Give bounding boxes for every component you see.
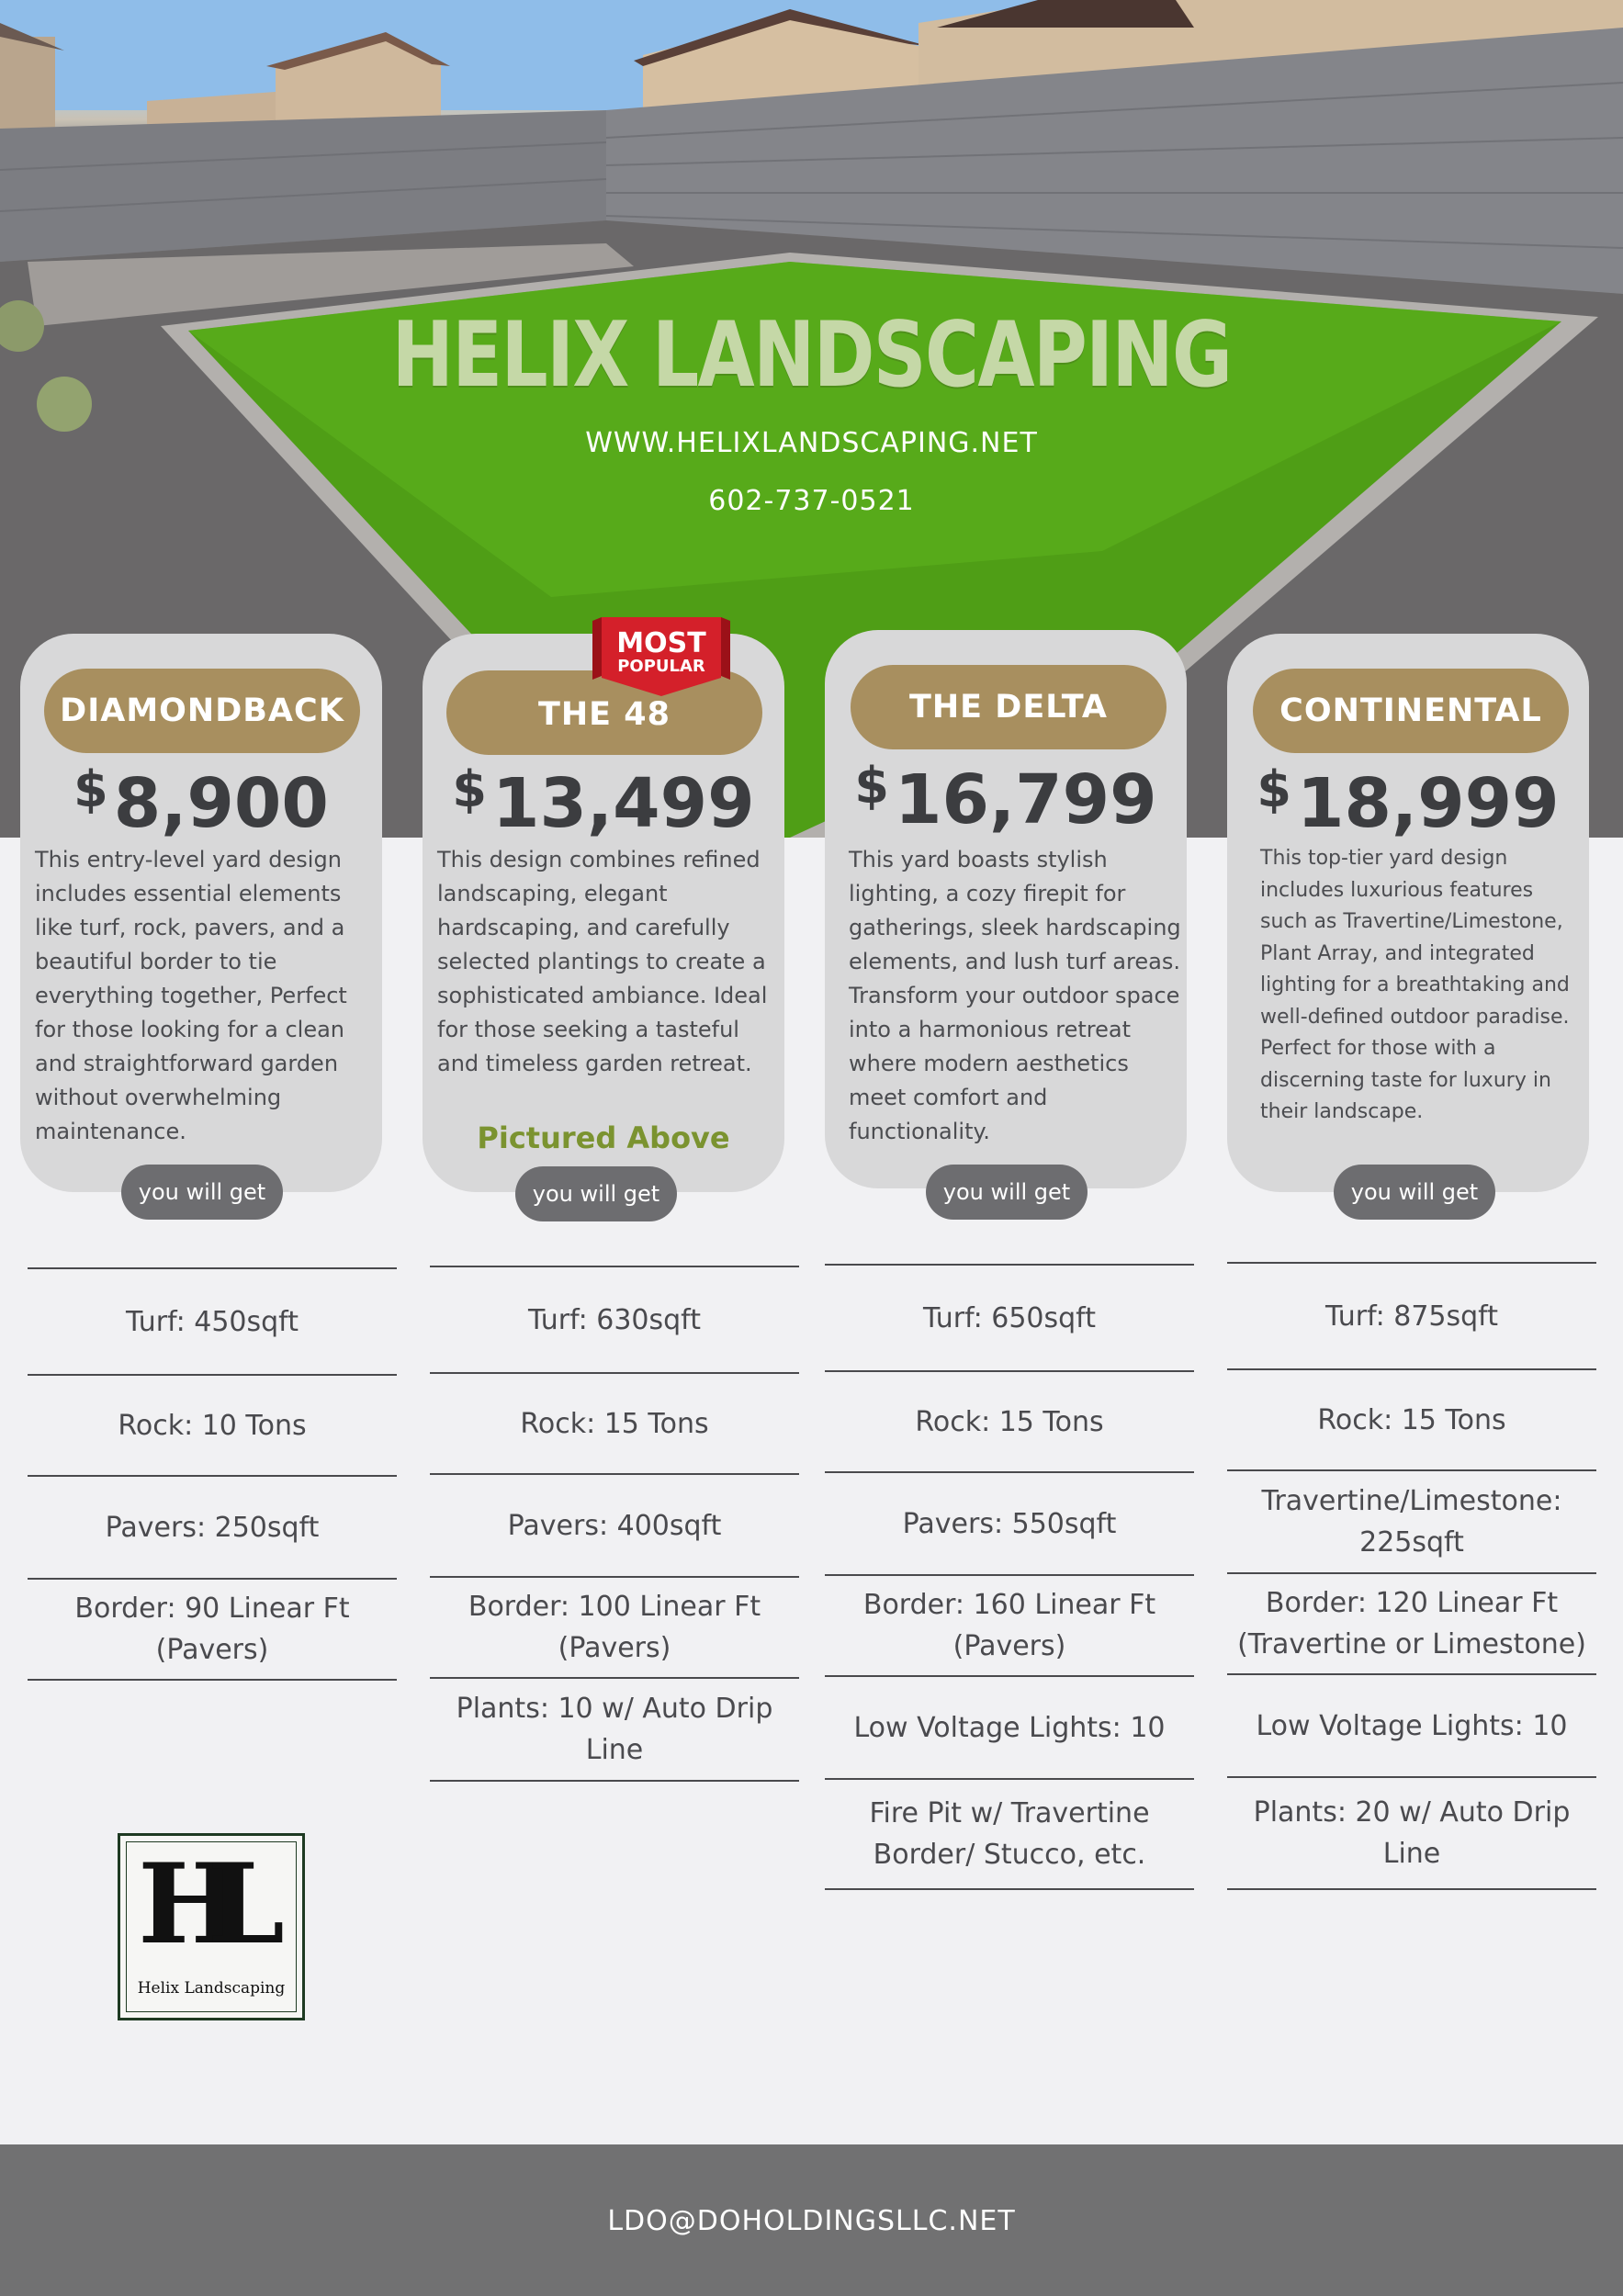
price-value: 8,900 [113, 764, 329, 843]
feature-item: Border: 90 Linear Ft (Pavers) [28, 1578, 397, 1681]
phone-number[interactable]: 602-737-0521 [708, 485, 915, 517]
feature-item: Border: 100 Linear Ft (Pavers) [430, 1576, 799, 1677]
package-price [423, 762, 784, 851]
price-value: 16,799 [895, 760, 1157, 839]
feature-item: Rock: 15 Tons [430, 1372, 799, 1473]
package-name: THE 48 [446, 670, 762, 755]
logo-monogram-icon: HL [138, 1840, 250, 1969]
badge-line-1: MOST [616, 627, 706, 659]
package-name: CONTINENTAL [1253, 669, 1569, 753]
package-card-the-48 [423, 634, 784, 1192]
feature-item: Turf: 450sqft [28, 1267, 397, 1374]
feature-item: Plants: 20 w/ Auto Drip Line [1227, 1776, 1596, 1890]
feature-item: Low Voltage Lights: 10 [1227, 1673, 1596, 1776]
pictured-above-note: Pictured Above [477, 1120, 730, 1155]
feature-item: Plants: 10 w/ Auto Drip Line [430, 1677, 799, 1782]
feature-item: Travertine/Limestone: 225sqft [1227, 1469, 1596, 1572]
package-description: This top-tier yard design includes luxurious features such as Travertine/Limestone, Plant Array, and integrated lighting for a breathtaking and well-defined outdoor paradise. Perfect for those with a discerning taste for luxury in their landscape. [1260, 847, 1570, 1123]
feature-item: Turf: 875sqft [1227, 1262, 1596, 1368]
feature-list-continental [1227, 1262, 1596, 1890]
feature-item: Pavers: 550sqft [825, 1471, 1194, 1574]
package-description: This entry-level yard design includes essential elements like turf, rock, pavers, and a beautiful border to tie everything together, Perfect for those looking for a clean and straightforward garden without overwhelming maintenance. [35, 847, 347, 1144]
feature-item: Fire Pit w/ Travertine Border/ Stucco, etc. [825, 1778, 1194, 1890]
package-price [20, 762, 382, 851]
contact-email[interactable]: LDO@DOHOLDINGSLLC.NET [607, 2205, 1016, 2237]
feature-list-the-delta [825, 1264, 1194, 1890]
package-description: This yard boasts stylish lighting, a cozy firepit for gatherings, sleek hardscaping elements, and lush turf areas. Transform your outdoor space into a harmonious retreat where modern aesthetics meet comfort and functionality. [849, 847, 1181, 1144]
feature-list-diamondback [28, 1267, 397, 1681]
website-link[interactable]: WWW.HELIXLANDSCAPING.NET [585, 427, 1038, 459]
price-value: 18,999 [1297, 764, 1560, 843]
helix-logo [118, 1833, 305, 2020]
badge-line-2: POPULAR [617, 657, 705, 676]
package-price [1227, 762, 1589, 851]
most-popular-badge [592, 617, 730, 700]
package-name: DIAMONDBACK [44, 669, 360, 753]
currency-symbol: $ [73, 760, 108, 818]
feature-item: Turf: 650sqft [825, 1264, 1194, 1370]
feature-item: Border: 160 Linear Ft (Pavers) [825, 1574, 1194, 1675]
feature-list-the-48 [430, 1266, 799, 1782]
package-price [825, 759, 1187, 848]
feature-item: Border: 120 Linear Ft (Travertine or Limestone) [1227, 1572, 1596, 1673]
feature-item: Low Voltage Lights: 10 [825, 1675, 1194, 1778]
brand-title: HELIX LANDSCAPING [391, 303, 1232, 408]
package-card-the-delta [825, 630, 1187, 1188]
currency-symbol: $ [452, 760, 487, 818]
you-will-get-button[interactable]: you will get [515, 1166, 677, 1221]
footer [0, 2144, 1623, 2296]
feature-item: Pavers: 250sqft [28, 1475, 397, 1578]
currency-symbol: $ [1257, 760, 1291, 818]
feature-item: Rock: 15 Tons [1227, 1368, 1596, 1469]
price-value: 13,499 [492, 764, 755, 843]
package-name: THE DELTA [851, 665, 1167, 749]
package-card-continental [1227, 634, 1589, 1192]
package-description: This design combines refined landscaping, elegant hardscaping, and carefully selected plantings to create a sophisticated ambiance. Ideal for those seeking a tasteful and timeless garden retreat. [437, 847, 768, 1076]
you-will-get-button[interactable]: you will get [121, 1165, 283, 1220]
currency-symbol: $ [854, 757, 889, 815]
feature-item: Pavers: 400sqft [430, 1473, 799, 1576]
feature-item: Rock: 10 Tons [28, 1374, 397, 1475]
you-will-get-button[interactable]: you will get [926, 1165, 1088, 1220]
logo-name: Helix Landscaping [137, 1979, 286, 1998]
feature-item: Rock: 15 Tons [825, 1370, 1194, 1471]
feature-item: Turf: 630sqft [430, 1266, 799, 1372]
package-card-diamondback [20, 634, 382, 1192]
you-will-get-button[interactable]: you will get [1334, 1165, 1495, 1220]
